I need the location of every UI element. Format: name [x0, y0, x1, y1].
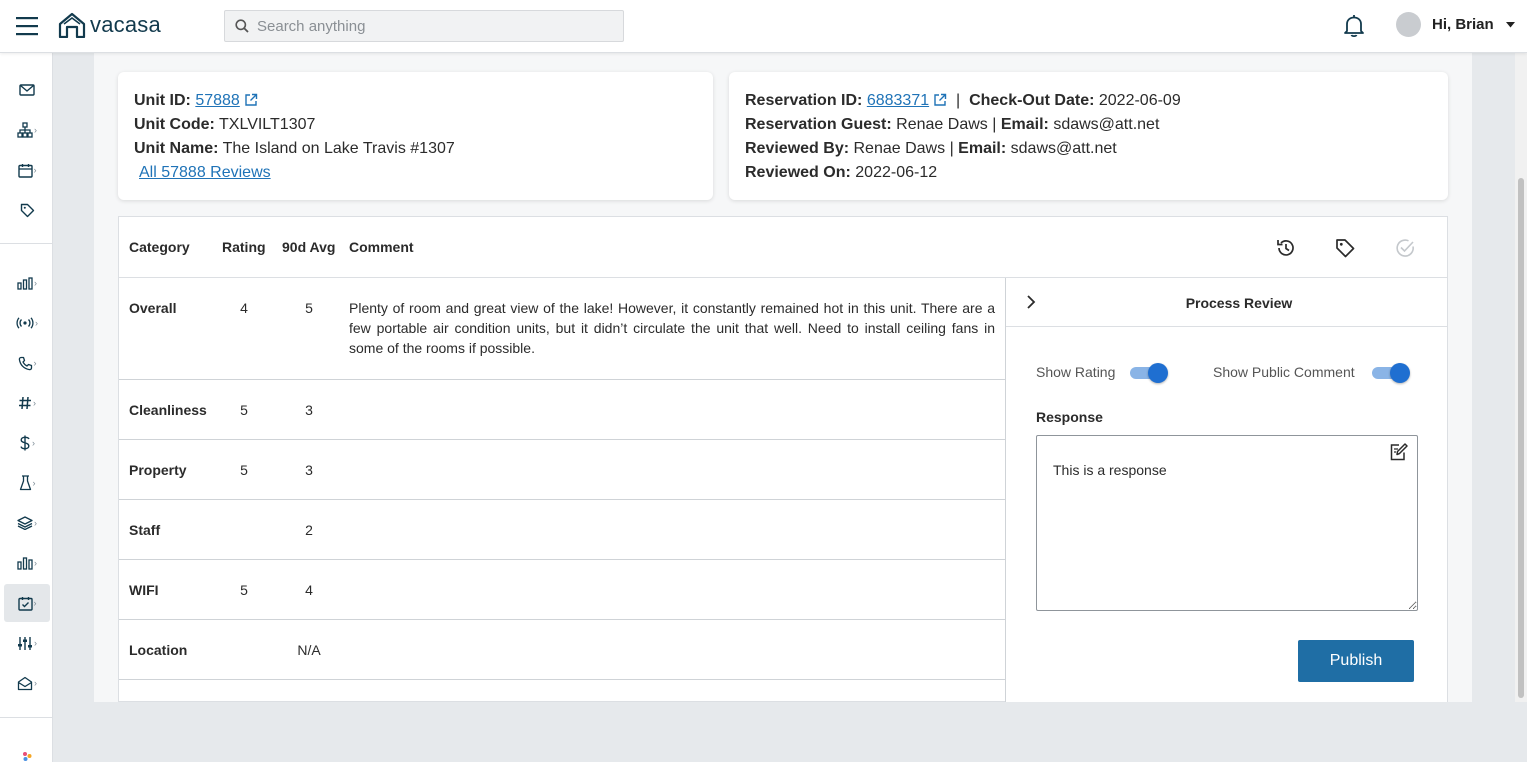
tag-icon [20, 203, 35, 218]
row-avg: N/A [297, 642, 321, 658]
reviewed-by-value: Renae Daws [853, 140, 946, 157]
reviewed-on-line [745, 161, 1432, 185]
sidebar-item-finance[interactable] [4, 424, 50, 462]
row-avg: 4 [305, 582, 313, 598]
process-review-header [1006, 278, 1448, 327]
sidebar-item-cleaning[interactable] [4, 464, 50, 502]
header-category: Category [129, 239, 190, 255]
chevron-right-icon: › [34, 125, 37, 135]
chevron-right-icon: › [33, 165, 37, 175]
all-reviews-link[interactable]: All 57888 Reviews [139, 164, 271, 181]
table-row [119, 278, 1005, 380]
home-mail-icon [17, 676, 33, 691]
row-category: WIFI [129, 582, 159, 598]
toggle-knob [1148, 363, 1168, 383]
row-category: Location [129, 642, 188, 658]
publish-button[interactable]: Publish [1298, 640, 1414, 682]
table-row [119, 380, 1005, 440]
tag-icon[interactable] [1334, 237, 1356, 259]
separator: | [956, 92, 961, 109]
unit-info-card [118, 72, 713, 200]
sidebar-item-phone[interactable] [4, 344, 50, 382]
table-header [119, 217, 1447, 278]
row-comment: Plenty of room and great view of the lake! However, it constantly remained hot in this unit. There are a few portable air condition units, but it didn’t circulate the unit that well. Need to install ceiling fans in some of the rooms if possible. [349, 300, 995, 356]
process-review-title: Process Review [1185, 295, 1293, 311]
row-rating: 4 [240, 300, 248, 316]
caret-down-icon [1506, 22, 1515, 28]
main-content [94, 53, 1472, 702]
table-row [119, 620, 1005, 680]
phone-icon [18, 356, 33, 371]
search-icon [235, 19, 249, 33]
response-label: Response [1036, 409, 1103, 425]
edit-note-icon[interactable] [1389, 442, 1409, 462]
separator: | [992, 116, 997, 133]
reservation-id-link[interactable]: 6883371 [866, 92, 930, 109]
org-chart-icon [17, 122, 33, 138]
reviewed-by-line [745, 137, 1432, 161]
page-scrollbar[interactable] [1515, 53, 1527, 702]
scrollbar-thumb[interactable] [1518, 178, 1524, 698]
checkout-label: Check-Out Date: [969, 92, 1095, 109]
chevron-right-icon: › [33, 358, 37, 368]
chevron-right-icon: › [34, 678, 37, 688]
response-box [1036, 435, 1418, 611]
top-bar [0, 0, 1527, 53]
row-avg: 2 [305, 522, 313, 538]
flask-icon [19, 475, 32, 491]
mail-icon [19, 83, 35, 97]
header-90d-avg: 90d Avg [282, 239, 336, 255]
show-public-comment-label: Show Public Comment [1213, 364, 1355, 380]
analytics-icon [17, 557, 33, 570]
guest-email-value: sdaws@att.net [1053, 116, 1160, 133]
show-public-comment-toggle[interactable] [1372, 362, 1410, 382]
reviewed-by-label: Reviewed By: [745, 140, 850, 157]
row-category: Overall [129, 300, 177, 316]
chevron-right-icon: › [32, 438, 35, 448]
user-greeting: Hi, Brian [1432, 16, 1494, 33]
row-rating: 5 [240, 402, 248, 418]
sidebar-item-hashtag[interactable] [4, 384, 50, 422]
header-comment: Comment [349, 239, 414, 255]
app-logo-icon [21, 750, 33, 762]
row-avg: 3 [305, 462, 313, 478]
layers-icon [17, 516, 33, 530]
row-avg: 3 [305, 402, 313, 418]
house-logo-icon [58, 12, 86, 38]
sidebar-item-layers[interactable] [4, 504, 50, 542]
unit-name-line [134, 137, 697, 161]
unit-code-value: TXLVILT1307 [219, 116, 316, 133]
show-rating-label: Show Rating [1036, 364, 1116, 380]
bar-chart-icon [17, 277, 33, 290]
sidebar-item-mail[interactable] [4, 71, 50, 109]
sidebar-item-reports[interactable] [4, 264, 50, 302]
sidebar-item-home-mail[interactable] [4, 664, 50, 702]
external-link-icon[interactable] [244, 93, 258, 107]
vacasa-logo[interactable] [58, 12, 161, 38]
search-bar[interactable] [224, 10, 624, 42]
sidebar-item-reviews[interactable] [4, 584, 50, 622]
guest-value: Renae Daws [896, 116, 988, 133]
broadcast-icon [16, 317, 34, 329]
sidebar-item-app[interactable] [4, 737, 50, 762]
chevron-right-icon: › [35, 318, 38, 328]
show-rating-toggle[interactable] [1130, 362, 1168, 382]
sidebar-divider [0, 717, 53, 718]
process-review-panel [1005, 278, 1447, 702]
table-row [119, 440, 1005, 500]
history-icon[interactable] [1275, 237, 1297, 259]
unit-id-label: Unit ID: [134, 92, 191, 109]
sidebar-item-org[interactable] [4, 111, 50, 149]
toggle-knob [1390, 363, 1410, 383]
sidebar-item-analytics[interactable] [4, 544, 50, 582]
response-textarea[interactable] [1037, 436, 1417, 610]
calendar-check-icon [18, 596, 33, 611]
table-row [119, 560, 1005, 620]
hashtag-icon [18, 396, 32, 410]
sidebar-item-broadcast[interactable] [4, 304, 50, 342]
unit-code-line [134, 113, 697, 137]
review-table [118, 216, 1448, 702]
row-category: Cleanliness [129, 402, 207, 418]
sidebar-item-tag[interactable] [4, 191, 50, 229]
logo-text: vacasa [90, 12, 161, 37]
reservation-info-card [729, 72, 1448, 200]
notifications-bell-icon[interactable] [1341, 13, 1367, 39]
reviewer-email-label: Email: [958, 140, 1007, 157]
checkout-value: 2022-06-09 [1098, 92, 1181, 109]
sliders-icon [17, 636, 33, 651]
chevron-right-icon: › [34, 278, 37, 288]
user-menu[interactable] [1396, 12, 1515, 37]
unit-code-label: Unit Code: [134, 116, 215, 133]
table-row [119, 500, 1005, 560]
sidebar-item-settings[interactable] [4, 624, 50, 662]
row-rating: 5 [240, 582, 248, 598]
reservation-id-line [745, 89, 1432, 113]
row-category: Staff [129, 522, 161, 538]
row-category: Property [129, 462, 187, 478]
avatar [1396, 12, 1421, 37]
unit-name-value: The Island on Lake Travis #1307 [222, 140, 455, 157]
header-rating: Rating [222, 239, 266, 255]
reviewed-on-label: Reviewed On: [745, 164, 851, 181]
guest-label: Reservation Guest: [745, 116, 892, 133]
sidebar-item-calendar[interactable] [4, 151, 50, 189]
chevron-right-icon: › [34, 518, 37, 528]
row-rating: 5 [240, 462, 248, 478]
separator: | [949, 140, 954, 157]
unit-name-label: Unit Name: [134, 140, 219, 157]
sidebar [0, 53, 53, 762]
chevron-right-icon: › [33, 398, 36, 408]
chevron-right-icon: › [34, 638, 37, 648]
guest-line [745, 113, 1432, 137]
reviewed-on-value: 2022-06-12 [855, 164, 938, 181]
dollar-icon [19, 435, 31, 451]
chevron-right-icon: › [33, 598, 37, 608]
unit-id-link[interactable]: 57888 [195, 92, 240, 109]
external-link-icon[interactable] [933, 93, 947, 107]
row-avg: 5 [305, 300, 313, 316]
hamburger-menu-icon[interactable] [16, 15, 40, 37]
reviewer-email-value: sdaws@att.net [1010, 140, 1117, 157]
check-circle-icon[interactable] [1394, 237, 1416, 259]
chevron-right-icon: › [32, 478, 36, 488]
calendar-icon [18, 163, 33, 178]
guest-email-label: Email: [1000, 116, 1049, 133]
all-reviews-line [134, 161, 697, 185]
search-input[interactable] [257, 18, 597, 35]
sidebar-divider [0, 243, 53, 244]
chevron-right-icon: › [34, 558, 37, 568]
unit-id-line [134, 89, 697, 113]
reservation-id-label: Reservation ID: [745, 92, 863, 109]
